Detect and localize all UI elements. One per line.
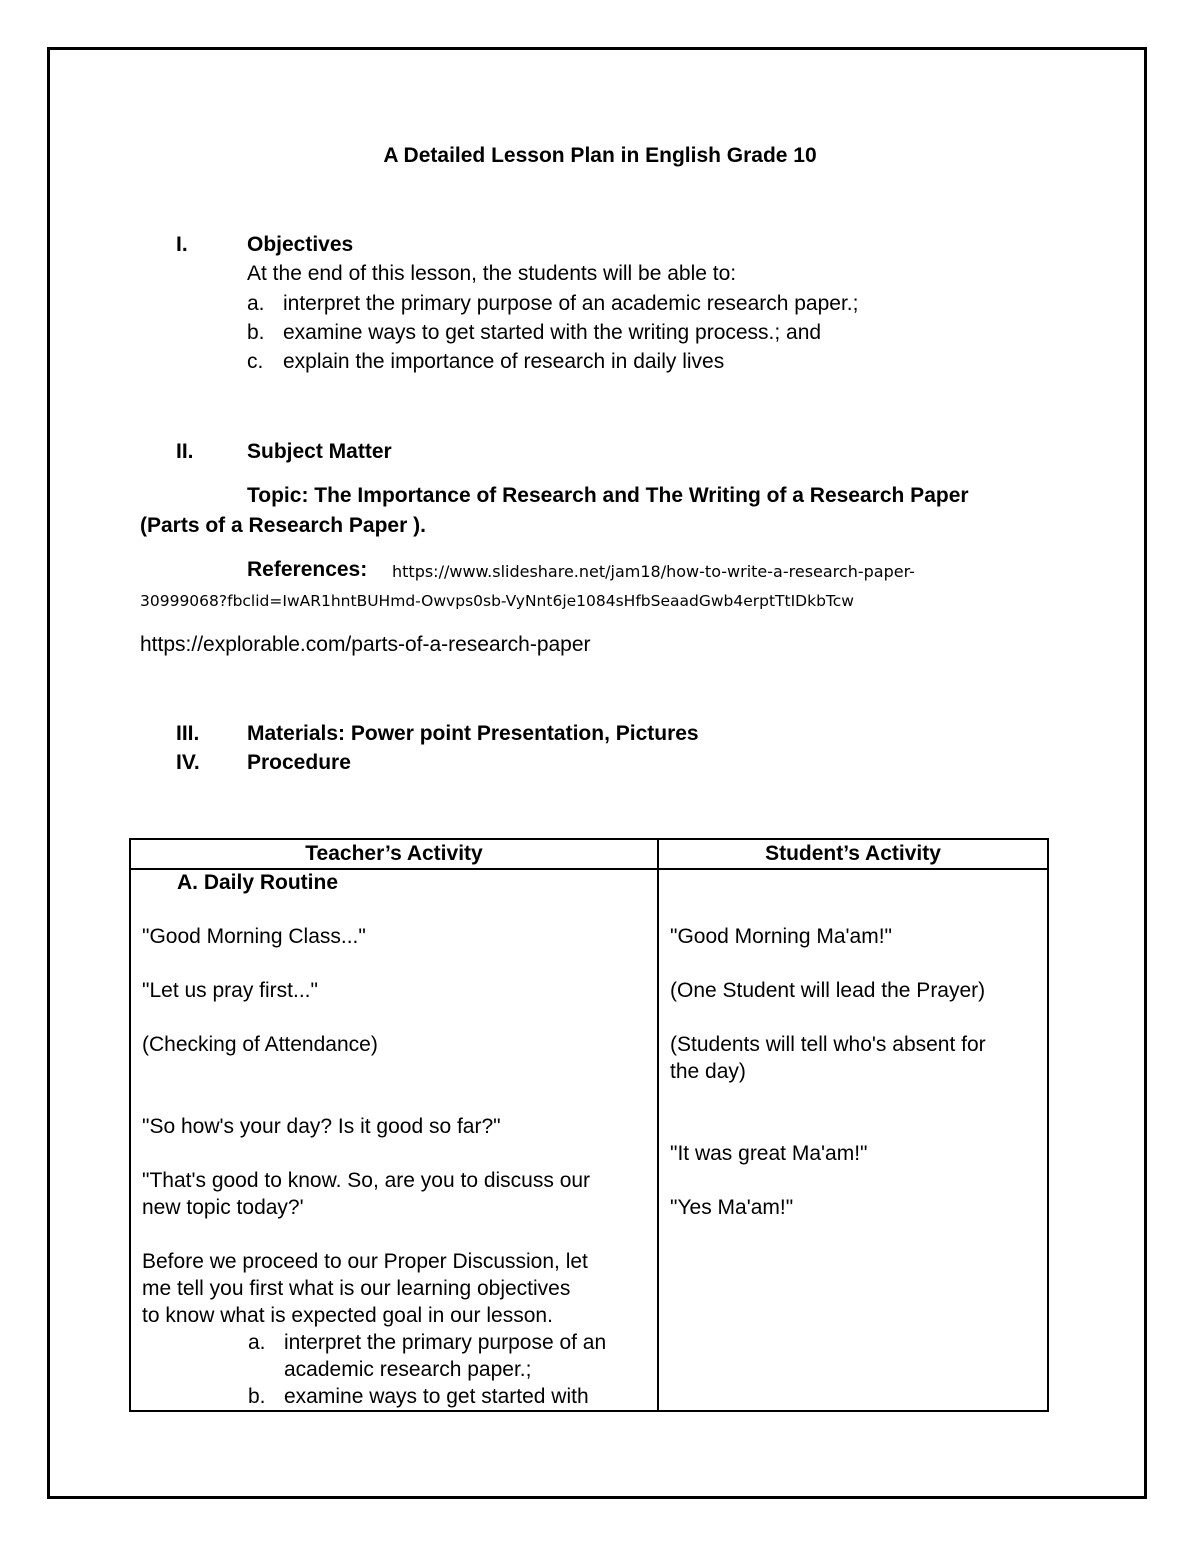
teacher-line: me tell you first what is our learning objectives bbox=[142, 1277, 571, 1300]
teacher-item: academic research paper.; bbox=[284, 1358, 532, 1381]
student-activity-header: Student’s Activity bbox=[658, 839, 1048, 869]
objective-marker: a. bbox=[247, 292, 265, 315]
objectives-heading: Objectives bbox=[247, 233, 354, 256]
objectives-number: I. bbox=[176, 233, 188, 256]
materials-number: III. bbox=[176, 722, 200, 745]
teacher-line: "That's good to know. So, are you to discuss our bbox=[142, 1169, 591, 1192]
daily-routine-heading: A. Daily Routine bbox=[177, 871, 339, 894]
teacher-line: "So how's your day? Is it good so far?" bbox=[142, 1115, 501, 1138]
topic-line-2: (Parts of a Research Paper ). bbox=[140, 514, 426, 537]
objective-item: explain the importance of research in daily lives bbox=[283, 350, 725, 373]
subject-matter-number: II. bbox=[176, 440, 194, 463]
student-activity-cell bbox=[658, 869, 1048, 1411]
document-title: A Detailed Lesson Plan in English Grade 10 bbox=[383, 144, 817, 167]
student-line: (One Student will lead the Prayer) bbox=[670, 979, 986, 1002]
teacher-item: examine ways to get started with bbox=[284, 1385, 589, 1408]
objective-marker: c. bbox=[247, 350, 264, 373]
teacher-item: interpret the primary purpose of an bbox=[284, 1331, 607, 1354]
objective-marker: b. bbox=[247, 321, 265, 344]
teacher-line: to know what is expected goal in our lesson. bbox=[142, 1304, 553, 1327]
student-line: the day) bbox=[670, 1060, 746, 1083]
student-line: "Good Morning Ma'am!" bbox=[670, 925, 893, 948]
procedure-table bbox=[129, 838, 1049, 1412]
teacher-line: Before we proceed to our Proper Discussion, let bbox=[142, 1250, 588, 1273]
table-header-row bbox=[130, 839, 1048, 869]
table-row bbox=[130, 869, 1048, 1411]
teacher-line: new topic today?' bbox=[142, 1196, 304, 1219]
student-line: "It was great Ma'am!" bbox=[670, 1142, 868, 1165]
procedure-number: IV. bbox=[176, 751, 200, 774]
teacher-item-marker: a. bbox=[248, 1331, 266, 1354]
teacher-activity-header: Teacher’s Activity bbox=[130, 839, 658, 869]
references-label: References: bbox=[247, 558, 368, 581]
subject-matter-heading: Subject Matter bbox=[247, 440, 392, 463]
teacher-activity-cell bbox=[130, 869, 658, 1411]
teacher-line: "Good Morning Class..." bbox=[142, 925, 366, 948]
materials-heading: Materials: Power point Presentation, Pictures bbox=[247, 722, 699, 745]
student-line: (Students will tell who's absent for bbox=[670, 1033, 986, 1056]
reference-link-2[interactable]: https://explorable.com/parts-of-a-research-paper bbox=[140, 633, 591, 656]
teacher-line: (Checking of Attendance) bbox=[142, 1033, 378, 1056]
reference-link-1a[interactable]: https://www.slideshare.net/jam18/how-to-write-a-research-paper- bbox=[392, 562, 915, 581]
objective-item: interpret the primary purpose of an academic research paper.; bbox=[283, 292, 859, 315]
objectives-intro: At the end of this lesson, the students will be able to: bbox=[247, 262, 737, 285]
procedure-heading: Procedure bbox=[247, 751, 351, 774]
topic-line-1: Topic: The Importance of Research and The Writing of a Research Paper bbox=[247, 484, 969, 507]
teacher-line: "Let us pray first..." bbox=[142, 979, 318, 1002]
objective-item: examine ways to get started with the writing process.; and bbox=[283, 321, 822, 344]
teacher-item-marker: b. bbox=[248, 1385, 266, 1408]
reference-link-1b[interactable]: 30999068?fbclid=IwAR1hntBUHmd-Owvps0sb-VyNnt6je1084sHfbSeaadGwb4erptTtIDkbTcw bbox=[140, 592, 854, 610]
student-line: "Yes Ma'am!" bbox=[670, 1196, 794, 1219]
